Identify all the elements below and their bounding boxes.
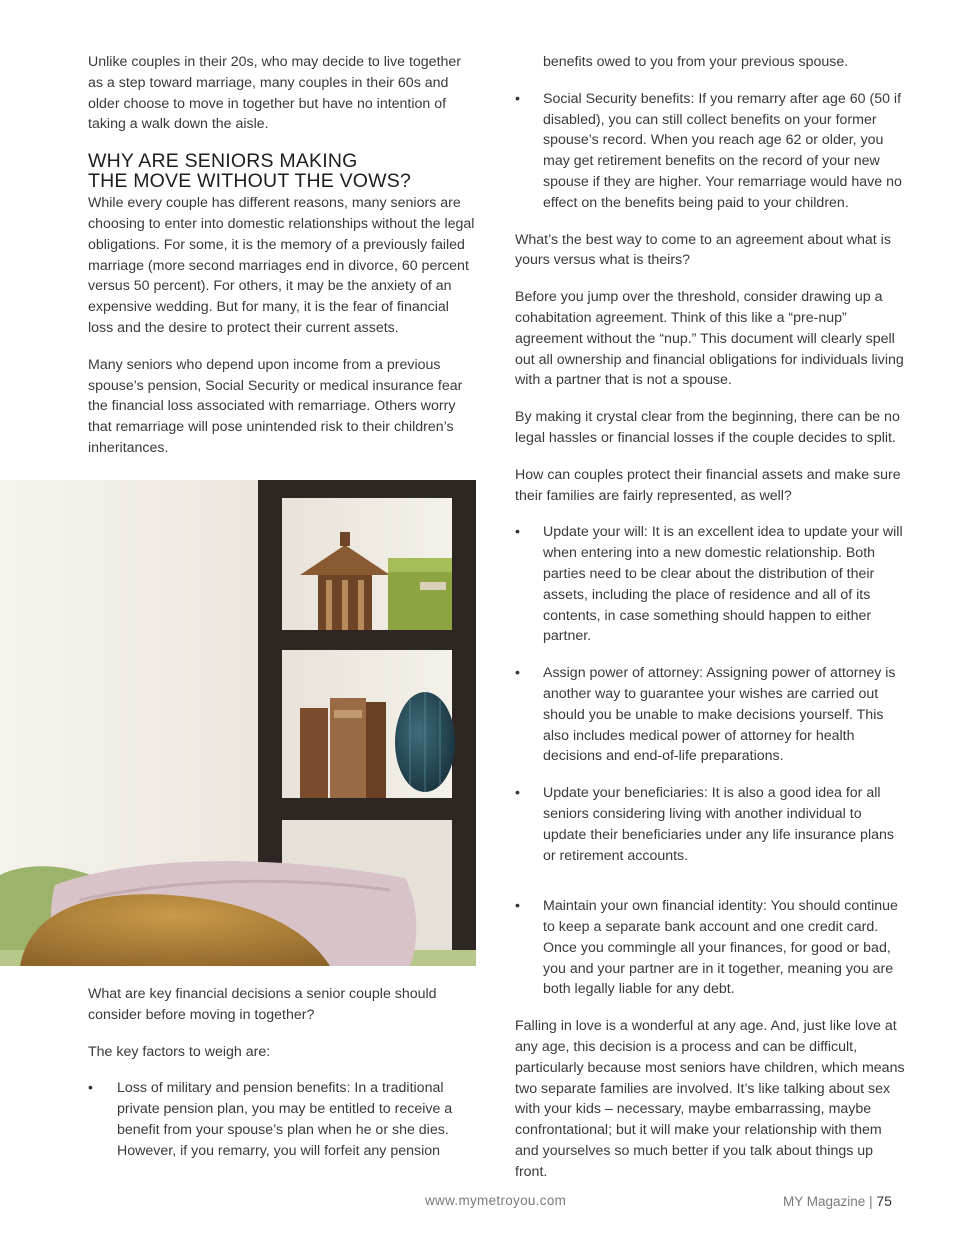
- shelf-board-lower: [258, 798, 476, 820]
- shelf-board-middle: [258, 630, 476, 650]
- page-number: 75: [876, 1193, 892, 1209]
- key-factors-intro: The key factors to weigh are:: [88, 1043, 271, 1060]
- shelf-illustration: [0, 480, 476, 966]
- left-column-bottom: [88, 984, 476, 1178]
- threshold-paragraph: Before you jump over the threshold, consider drawing up a cohabitation agreement. Think of this like a “pre-nup” agreement without the “nup.” This document will clearly spell out all ownership and financial obligations for individuals living with a partner that is not a spouse.: [515, 289, 904, 389]
- left-column-top: [88, 52, 476, 475]
- bullet-power-of-attorney: • Assign power of attorney: Assigning power of attorney is another way to guarantee your wishes are carried out should you be unable to make decisions yourself. This also includes medical power of attorney for health decisions and end-of-life preparations.: [515, 663, 905, 767]
- income-paragraph: Many seniors who depend upon income from a previous spouse’s pension, Social Security or medical insurance fear the financial loss associated with remarriage. Others worry that remarriage will pose unintended risk to their children’s inheritances.: [88, 356, 463, 456]
- bullet-update-will: • Update your will: It is an excellent idea to update your will when entering into a new domestic relationship. Both parties need to be clear about the distribution of their assets, including the place of residence and all of its contents, in case something should happen to either partner.: [515, 522, 905, 647]
- footer-separator: |: [869, 1194, 873, 1209]
- reasons-paragraph: While every couple has different reasons, many seniors are choosing to enter into domestic relationships without the legal obligations. For some, it is the memory of a previously failed marriage (more second marriages end in divorce, 60 percent versus 50 percent). For others, it may be the anxiety of an expensive wedding. But for many, it is the fear of financial loss and the desire to protect their current assets.: [88, 195, 475, 336]
- heading-line-1: WHY ARE SENIORS MAKING: [88, 150, 358, 173]
- bullet-social-security: • Social Security benefits: If you remarry after age 60 (50 if disabled), you can still collect benefits on your former spouse’s record. When you reach age 62 or older, you may get retirement benefits on the record of your new spouse if they are higher. Your remarriage would have no effect on the benefits being paid to your children.: [515, 89, 905, 214]
- social-security-list: [515, 89, 905, 214]
- section-heading: [88, 151, 476, 191]
- pension-continuation: benefits owed to you from your previous spouse.: [543, 54, 849, 70]
- footer-url: www.mymetroyou.com: [425, 1193, 567, 1208]
- crystal-clear-paragraph: By making it crystal clear from the beginning, there can be no legal hassles or financial losses if the couple decides to split.: [515, 409, 900, 446]
- bullet-beneficiaries: • Update your beneficiaries: It is also a good idea for all seniors considering living with another individual to update their beneficiaries under any life insurance plans or retirement accounts.: [515, 783, 905, 866]
- page-footer: [0, 1193, 960, 1213]
- protect-assets-question: How can couples protect their financial assets and make sure their families are fairly represented, as well?: [515, 466, 901, 504]
- key-decisions-question: What are key financial decisions a senior couple should consider before moving in together?: [88, 986, 437, 1023]
- bullet-financial-identity: • Maintain your own financial identity: You should continue to keep a separate bank account and one credit card. Once you commingle all your finances, for good or bad, you and your partner are in it together, meaning you are both legally liable for any debt.: [515, 896, 905, 1000]
- best-way-question: What’s the best way to come to an agreement about what is yours versus what is theirs?: [515, 231, 891, 269]
- protect-assets-list: [515, 522, 905, 1000]
- shelf-board-top: [258, 480, 476, 498]
- living-room-photo: [0, 480, 476, 966]
- key-factors-list: [88, 1078, 476, 1161]
- books: [300, 698, 386, 798]
- heading-line-2: THE MOVE WITHOUT THE VOWS?: [88, 170, 411, 193]
- intro-paragraph: Unlike couples in their 20s, who may decide to live together as a step toward marriage, many couples in their 60s and older choose to move in together but have no intention of taking a walk down the aisle.: [88, 54, 462, 133]
- right-column: [515, 52, 905, 1199]
- green-box: [388, 558, 452, 630]
- bullet-pension: • Loss of military and pension benefits: In a traditional private pension plan, you may be entitled to receive a benefit from your spouse’s plan when he or she dies. However, if you remarry, you will forfeit any pension: [88, 1078, 476, 1161]
- footer-magazine: [783, 1193, 892, 1209]
- magazine-name: MY Magazine: [783, 1194, 866, 1209]
- closing-paragraph: Falling in love is a wonderful at any age. And, just like love at any age, this decision is a process and can be difficult, particularly because most seniors have children, which means two separate families are involved. It’s like talking about sex with your kids – necessary, maybe embarrassing, maybe confrontational; but it will make your relationship with them and yourselves so much better if you talk about things up front.: [515, 1018, 905, 1180]
- shelf-right-post: [452, 480, 476, 966]
